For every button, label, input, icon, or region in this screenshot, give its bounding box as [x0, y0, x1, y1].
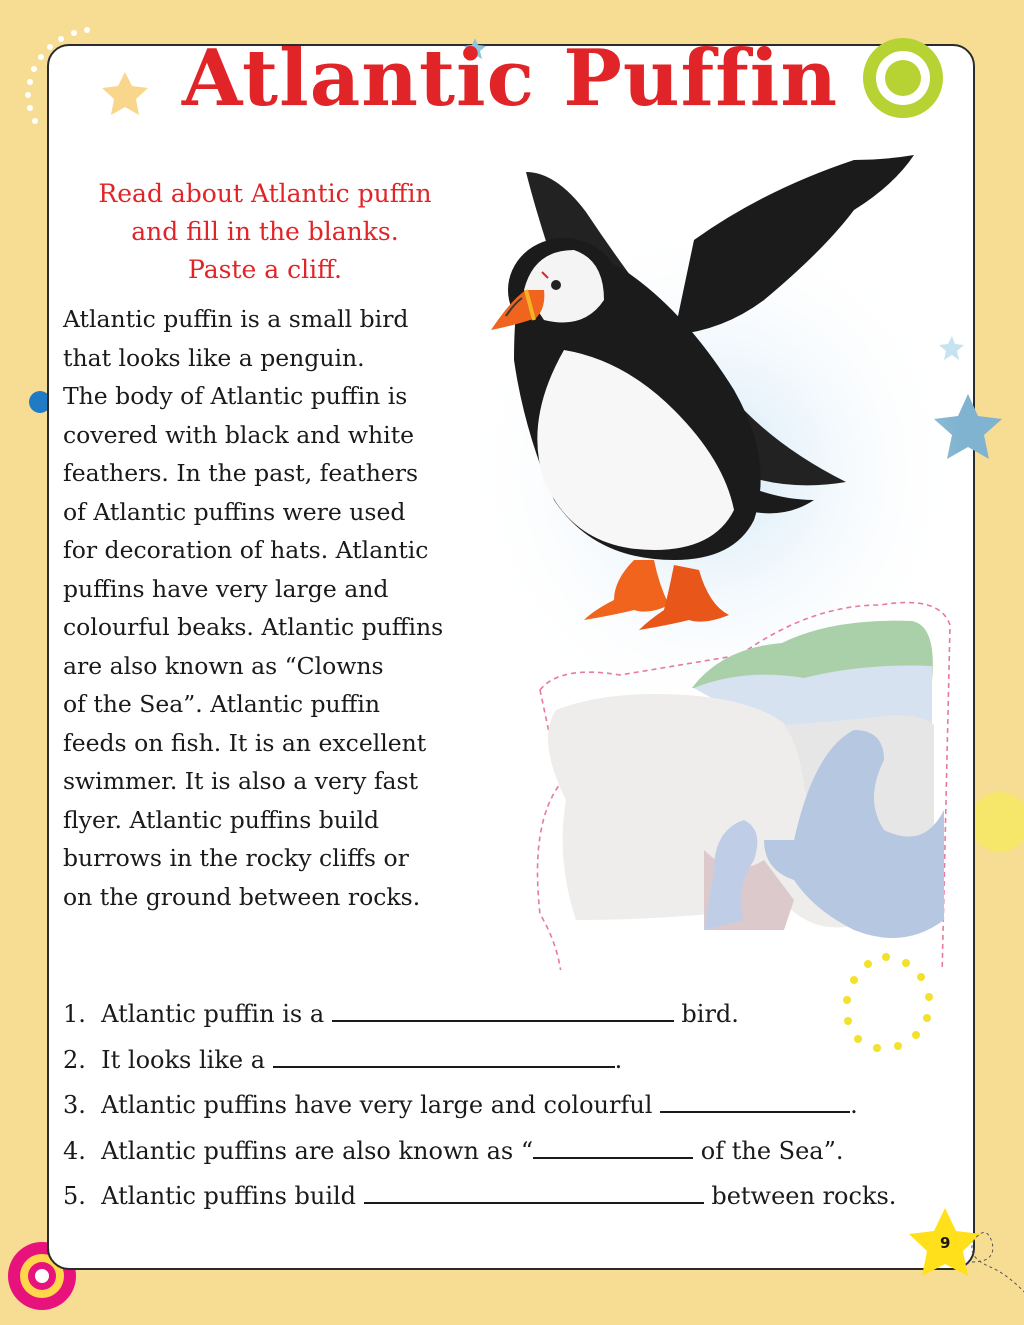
passage-line: swimmer. It is also a very fast — [63, 767, 419, 795]
question-number: 5. — [63, 1182, 86, 1210]
passage-line: Atlantic puffin is a small bird — [63, 305, 409, 333]
passage-line: puffins have very large and — [63, 574, 389, 603]
instruction-line: Read about Atlantic puffin — [98, 179, 432, 208]
passage-line: are also known as “Clowns — [63, 651, 384, 680]
passage-line: of the Sea”. Atlantic puffin — [63, 690, 381, 718]
page-number: 9 — [940, 1234, 951, 1252]
passage-line: burrows in the rocky cliffs or — [63, 844, 409, 872]
instructions — [60, 175, 470, 289]
passage-line: The body of Atlantic puffin is — [63, 382, 408, 410]
passage-line: for decoration of hats. Atlantic — [63, 536, 429, 564]
question-2 — [63, 1038, 963, 1084]
page-title: Atlantic Puffin — [181, 33, 839, 124]
question-text: Atlantic puffin is a — [101, 1000, 325, 1028]
question-text-after: . — [614, 1045, 623, 1074]
question-text: Atlantic puffins are also known as “ — [101, 1136, 534, 1165]
instruction-line: Paste a cliff. — [188, 255, 342, 284]
passage-line: of Atlantic puffins were used — [63, 497, 406, 526]
question-text-after: bird. — [681, 1000, 739, 1028]
question-3 — [63, 1083, 963, 1129]
question-number: 3. — [63, 1091, 86, 1119]
answer-blank[interactable] — [273, 1042, 615, 1068]
question-text: Atlantic puffins build — [101, 1182, 357, 1210]
ring-icon-green — [863, 38, 943, 118]
passage-line: feathers. In the past, feathers — [63, 459, 419, 487]
question-1 — [63, 992, 963, 1038]
fill-in-blank-questions — [63, 992, 963, 1220]
question-number: 1. — [63, 1000, 86, 1028]
passage-line: that looks like a penguin. — [63, 343, 365, 372]
instruction-line: and fill in the blanks. — [131, 217, 399, 246]
question-text: Atlantic puffins have very large and colourful — [101, 1091, 653, 1119]
passage-line: covered with black and white — [63, 420, 415, 449]
answer-blank[interactable] — [533, 1133, 693, 1159]
illustration — [464, 150, 1024, 970]
question-text-after: between rocks. — [711, 1182, 897, 1210]
passage-line: feeds on fish. It is an excellent — [63, 728, 427, 757]
question-5 — [63, 1174, 963, 1220]
question-number: 2. — [63, 1045, 86, 1074]
question-number: 4. — [63, 1136, 86, 1165]
passage-line: flyer. Atlantic puffins build — [63, 805, 380, 834]
question-text: It looks like a — [101, 1045, 266, 1074]
question-4 — [63, 1129, 963, 1175]
star-icon — [102, 72, 148, 115]
passage-line: colourful beaks. Atlantic puffins — [63, 613, 444, 641]
answer-blank[interactable] — [364, 1178, 704, 1204]
dashed-swirl — [972, 1232, 1024, 1296]
question-text-after: of the Sea”. — [700, 1136, 844, 1165]
passage-line: on the ground between rocks. — [63, 882, 421, 911]
question-text-after: . — [850, 1091, 858, 1119]
reading-passage — [63, 300, 533, 916]
answer-blank[interactable] — [660, 1087, 850, 1113]
answer-blank[interactable] — [332, 996, 674, 1022]
